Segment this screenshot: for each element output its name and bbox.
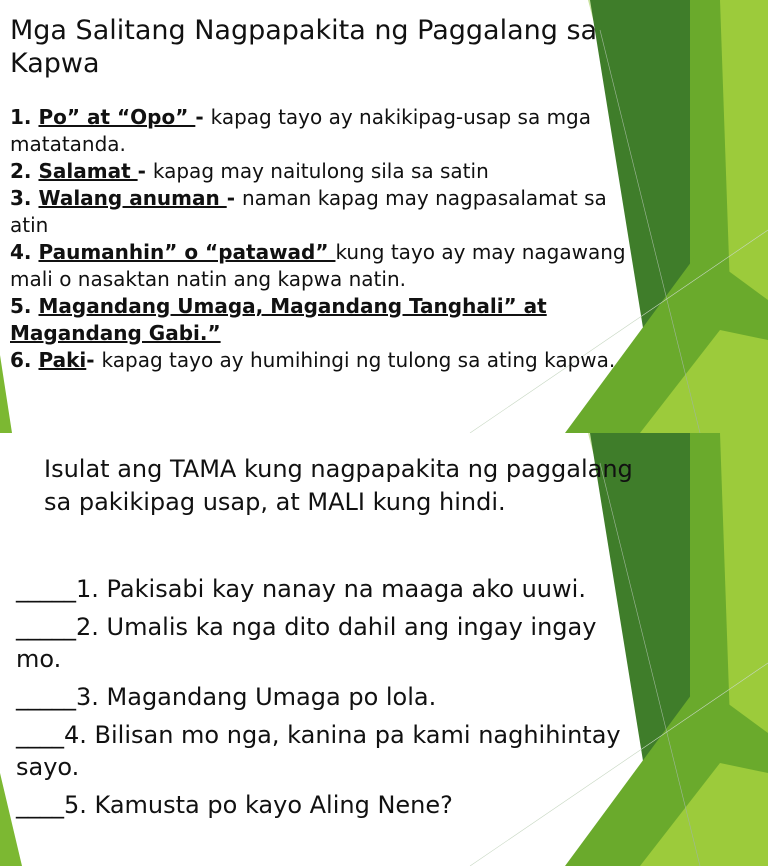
slide-1-content [10, 14, 640, 374]
question-item: _____2. Umalis ka nga dito dahil ang ingay ingay mo. [16, 613, 597, 673]
slide-2 [0, 433, 768, 866]
list-item: 2. Salamat - kapag may naitulong sila sa satin [10, 159, 489, 183]
instruction-text: Isulat ang TAMA kung nagpapakita ng paggalang sa pakikipag usap, at MALI kung hindi. [44, 455, 633, 516]
list-item: 5. Magandang Umaga, Magandang Tanghali” at Magandang Gabi.” [10, 294, 547, 345]
list-item: 1. Po” at “Opo” - kapag tayo ay nakikipag-usap sa mga matatanda. [10, 105, 592, 156]
list-item: 3. Walang anuman - naman kapag may nagpasalamat sa atin [10, 186, 607, 237]
question-item: _____3. Magandang Umaga po lola. [16, 683, 437, 711]
question-item: ____4. Bilisan mo nga, kanina pa kami naghihintay sayo. [16, 721, 621, 781]
question-item: ____5. Kamusta po kayo Aling Nene? [16, 791, 453, 819]
list-item: 6. Paki- kapag tayo ay humihingi ng tulong sa ating kapwa. [10, 348, 616, 372]
list-item: 4. Paumanhin” o “patawad” kung tayo ay may nagawang mali o nasaktan natin ang kapwa natin. [10, 240, 626, 291]
slide-title: Mga Salitang Nagpapakita ng Paggalang sa Kapwa [10, 15, 598, 79]
question-item: _____1. Pakisabi kay nanay na maaga ako uuwi. [16, 575, 586, 603]
question-list [16, 573, 636, 827]
